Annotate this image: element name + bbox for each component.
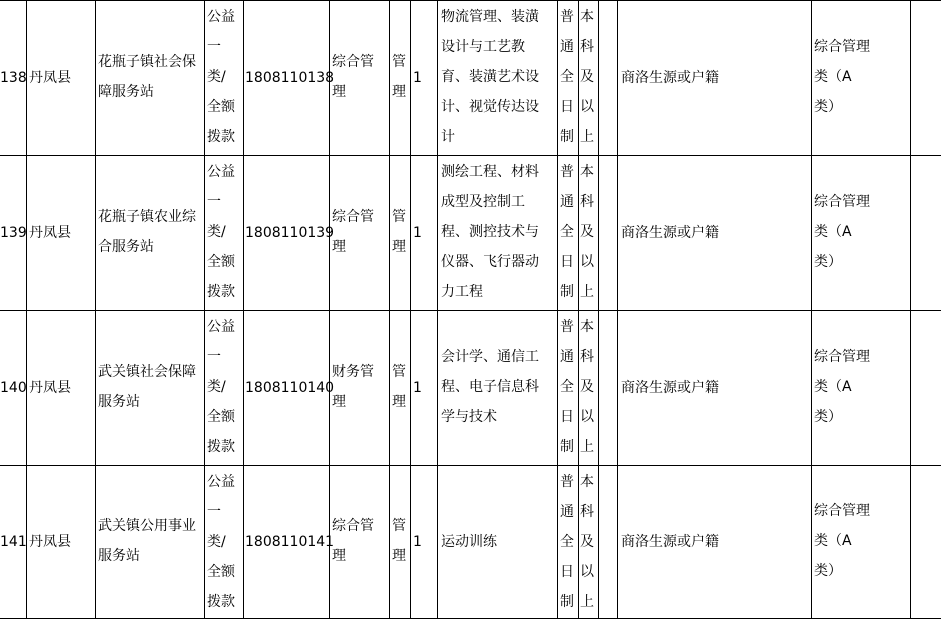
education-line: 以	[580, 254, 594, 270]
row-number: 139	[0, 225, 27, 241]
other-requirement-cell: 商洛生源或户籍	[621, 534, 719, 550]
education-line: 及	[580, 534, 594, 550]
category-cell	[392, 511, 406, 571]
major-line: 运动训练	[441, 534, 497, 550]
major-line: 成型及控制工	[441, 194, 525, 210]
row-number: 141	[0, 534, 27, 550]
exam-category-cell	[814, 342, 870, 432]
column-border	[95, 0, 96, 619]
education-line: 本	[580, 319, 594, 335]
unit-line: 花瓶子镇社会保	[98, 54, 196, 70]
study-mode-line: 制	[560, 439, 574, 455]
post-cell	[332, 47, 374, 107]
nature-line: 全额	[207, 254, 235, 270]
county-cell: 丹凤县	[29, 534, 71, 550]
exam-category-line: 类（A	[814, 379, 852, 395]
row-number: 140	[0, 380, 27, 396]
nature-line: 公益	[207, 474, 235, 490]
education-line: 科	[580, 39, 594, 55]
education-line: 本	[580, 9, 594, 25]
count-cell: 1	[413, 225, 422, 241]
unit-line: 障服务站	[98, 84, 154, 100]
education-cell	[580, 157, 594, 307]
row-border	[0, 0, 941, 1]
county-cell: 丹凤县	[29, 380, 71, 396]
nature-line: 拨款	[207, 594, 235, 610]
position-code-cell: 1808110138	[245, 70, 335, 86]
education-line: 本	[580, 474, 594, 490]
study-mode-line: 日	[560, 254, 574, 270]
nature-line: 拨款	[207, 439, 235, 455]
nature-line: 一	[207, 349, 221, 365]
column-border	[598, 0, 599, 619]
study-mode-line: 全	[560, 224, 574, 240]
major-cell	[441, 342, 539, 432]
study-mode-cell	[560, 157, 574, 307]
major-line: 测绘工程、材料	[441, 164, 539, 180]
study-mode-cell	[560, 467, 574, 617]
post-cell	[332, 202, 374, 262]
major-line: 会计学、通信工	[441, 349, 539, 365]
position-code-cell: 1808110139	[245, 225, 335, 241]
nature-cell	[207, 312, 235, 462]
nature-line: 一	[207, 504, 221, 520]
nature-line: 全额	[207, 564, 235, 580]
category-line: 管	[392, 364, 406, 380]
category-cell	[392, 357, 406, 417]
unit-cell	[98, 47, 196, 107]
other-requirement-cell: 商洛生源或户籍	[621, 225, 719, 241]
row-number: 138	[0, 70, 27, 86]
major-line: 程、电子信息科	[441, 379, 539, 395]
unit-cell	[98, 202, 196, 262]
study-mode-line: 制	[560, 284, 574, 300]
study-mode-line: 普	[560, 474, 574, 490]
column-border	[811, 0, 812, 619]
study-mode-line: 制	[560, 129, 574, 145]
nature-line: 公益	[207, 319, 235, 335]
column-border	[389, 0, 390, 619]
education-line: 以	[580, 564, 594, 580]
category-cell	[392, 202, 406, 262]
study-mode-cell	[560, 2, 574, 152]
nature-line: 类/	[207, 379, 226, 395]
other-requirement-cell: 商洛生源或户籍	[621, 380, 719, 396]
major-line: 仪器、飞行器动	[441, 254, 539, 270]
education-cell	[580, 2, 594, 152]
study-mode-line: 日	[560, 99, 574, 115]
post-line: 理	[332, 84, 346, 100]
post-line: 综合管	[332, 54, 374, 70]
education-line: 以	[580, 99, 594, 115]
post-line: 综合管	[332, 209, 374, 225]
exam-category-line: 类）	[814, 409, 842, 425]
category-line: 管	[392, 54, 406, 70]
exam-category-line: 类）	[814, 99, 842, 115]
nature-line: 类/	[207, 534, 226, 550]
education-line: 上	[580, 439, 594, 455]
exam-category-line: 综合管理	[814, 349, 870, 365]
exam-category-line: 综合管理	[814, 39, 870, 55]
study-mode-line: 普	[560, 164, 574, 180]
nature-cell	[207, 157, 235, 307]
education-line: 上	[580, 284, 594, 300]
major-cell	[441, 157, 539, 307]
major-line: 物流管理、装潢	[441, 9, 539, 25]
column-border	[578, 0, 579, 619]
nature-cell	[207, 2, 235, 152]
unit-line: 服务站	[98, 548, 140, 564]
study-mode-line: 日	[560, 564, 574, 580]
unit-cell	[98, 357, 196, 417]
study-mode-line: 日	[560, 409, 574, 425]
post-cell	[332, 511, 374, 571]
other-requirement-cell: 商洛生源或户籍	[621, 70, 719, 86]
education-cell	[580, 467, 594, 617]
column-border	[910, 0, 911, 619]
study-mode-line: 通	[560, 194, 574, 210]
education-cell	[580, 312, 594, 462]
study-mode-line: 全	[560, 534, 574, 550]
category-line: 理	[392, 394, 406, 410]
count-cell: 1	[413, 534, 422, 550]
study-mode-line: 通	[560, 349, 574, 365]
study-mode-line: 全	[560, 379, 574, 395]
nature-line: 全额	[207, 409, 235, 425]
exam-category-line: 类（A	[814, 224, 852, 240]
nature-line: 公益	[207, 9, 235, 25]
category-cell	[392, 47, 406, 107]
education-line: 科	[580, 504, 594, 520]
study-mode-line: 普	[560, 9, 574, 25]
exam-category-line: 类）	[814, 254, 842, 270]
unit-cell	[98, 511, 196, 571]
nature-line: 类/	[207, 69, 226, 85]
nature-line: 拨款	[207, 284, 235, 300]
study-mode-line: 制	[560, 594, 574, 610]
category-line: 理	[392, 548, 406, 564]
post-line: 财务管	[332, 364, 374, 380]
column-border	[410, 0, 411, 619]
major-line: 计、视觉传达设	[441, 99, 539, 115]
post-line: 理	[332, 394, 346, 410]
major-cell	[441, 527, 497, 557]
column-border	[617, 0, 618, 619]
study-mode-line: 通	[560, 39, 574, 55]
row-border	[0, 310, 941, 311]
education-line: 科	[580, 349, 594, 365]
nature-line: 全额	[207, 99, 235, 115]
column-border	[437, 0, 438, 619]
position-code-cell: 1808110141	[245, 534, 335, 550]
major-line: 学与技术	[441, 409, 497, 425]
post-line: 综合管	[332, 518, 374, 534]
education-line: 上	[580, 129, 594, 145]
unit-line: 花瓶子镇农业综	[98, 209, 196, 225]
nature-line: 公益	[207, 164, 235, 180]
exam-category-cell	[814, 496, 870, 586]
nature-line: 一	[207, 39, 221, 55]
count-cell: 1	[413, 380, 422, 396]
exam-category-line: 类（A	[814, 69, 852, 85]
column-border	[204, 0, 205, 619]
post-line: 理	[332, 239, 346, 255]
study-mode-line: 通	[560, 504, 574, 520]
unit-line: 服务站	[98, 394, 140, 410]
major-line: 程、测控技术与	[441, 224, 539, 240]
exam-category-cell	[814, 32, 870, 122]
row-border	[0, 465, 941, 466]
unit-line: 武关镇公用事业	[98, 518, 196, 534]
column-border	[557, 0, 558, 619]
county-cell: 丹凤县	[29, 225, 71, 241]
unit-line: 合服务站	[98, 239, 154, 255]
exam-category-line: 类（A	[814, 533, 852, 549]
category-line: 理	[392, 84, 406, 100]
education-line: 上	[580, 594, 594, 610]
education-line: 科	[580, 194, 594, 210]
nature-line: 类/	[207, 224, 226, 240]
nature-cell	[207, 467, 235, 617]
position-code-cell: 1808110140	[245, 380, 335, 396]
study-mode-line: 普	[560, 319, 574, 335]
study-mode-line: 全	[560, 69, 574, 85]
category-line: 理	[392, 239, 406, 255]
post-line: 理	[332, 548, 346, 564]
nature-line: 一	[207, 194, 221, 210]
row-border	[0, 155, 941, 156]
exam-category-line: 综合管理	[814, 503, 870, 519]
major-cell	[441, 2, 539, 152]
count-cell: 1	[413, 70, 422, 86]
education-line: 以	[580, 409, 594, 425]
exam-category-cell	[814, 187, 870, 277]
county-cell: 丹凤县	[29, 70, 71, 86]
exam-category-line: 综合管理	[814, 194, 870, 210]
education-line: 及	[580, 69, 594, 85]
education-line: 及	[580, 379, 594, 395]
column-border	[243, 0, 244, 619]
major-line: 设计与工艺教	[441, 39, 525, 55]
major-line: 力工程	[441, 284, 483, 300]
nature-line: 拨款	[207, 129, 235, 145]
category-line: 管	[392, 209, 406, 225]
major-line: 计	[441, 129, 455, 145]
exam-category-line: 类）	[814, 563, 842, 579]
category-line: 管	[392, 518, 406, 534]
study-mode-cell	[560, 312, 574, 462]
unit-line: 武关镇社会保障	[98, 364, 196, 380]
post-cell	[332, 357, 374, 417]
major-line: 育、装潢艺术设	[441, 69, 539, 85]
education-line: 及	[580, 224, 594, 240]
education-line: 本	[580, 164, 594, 180]
